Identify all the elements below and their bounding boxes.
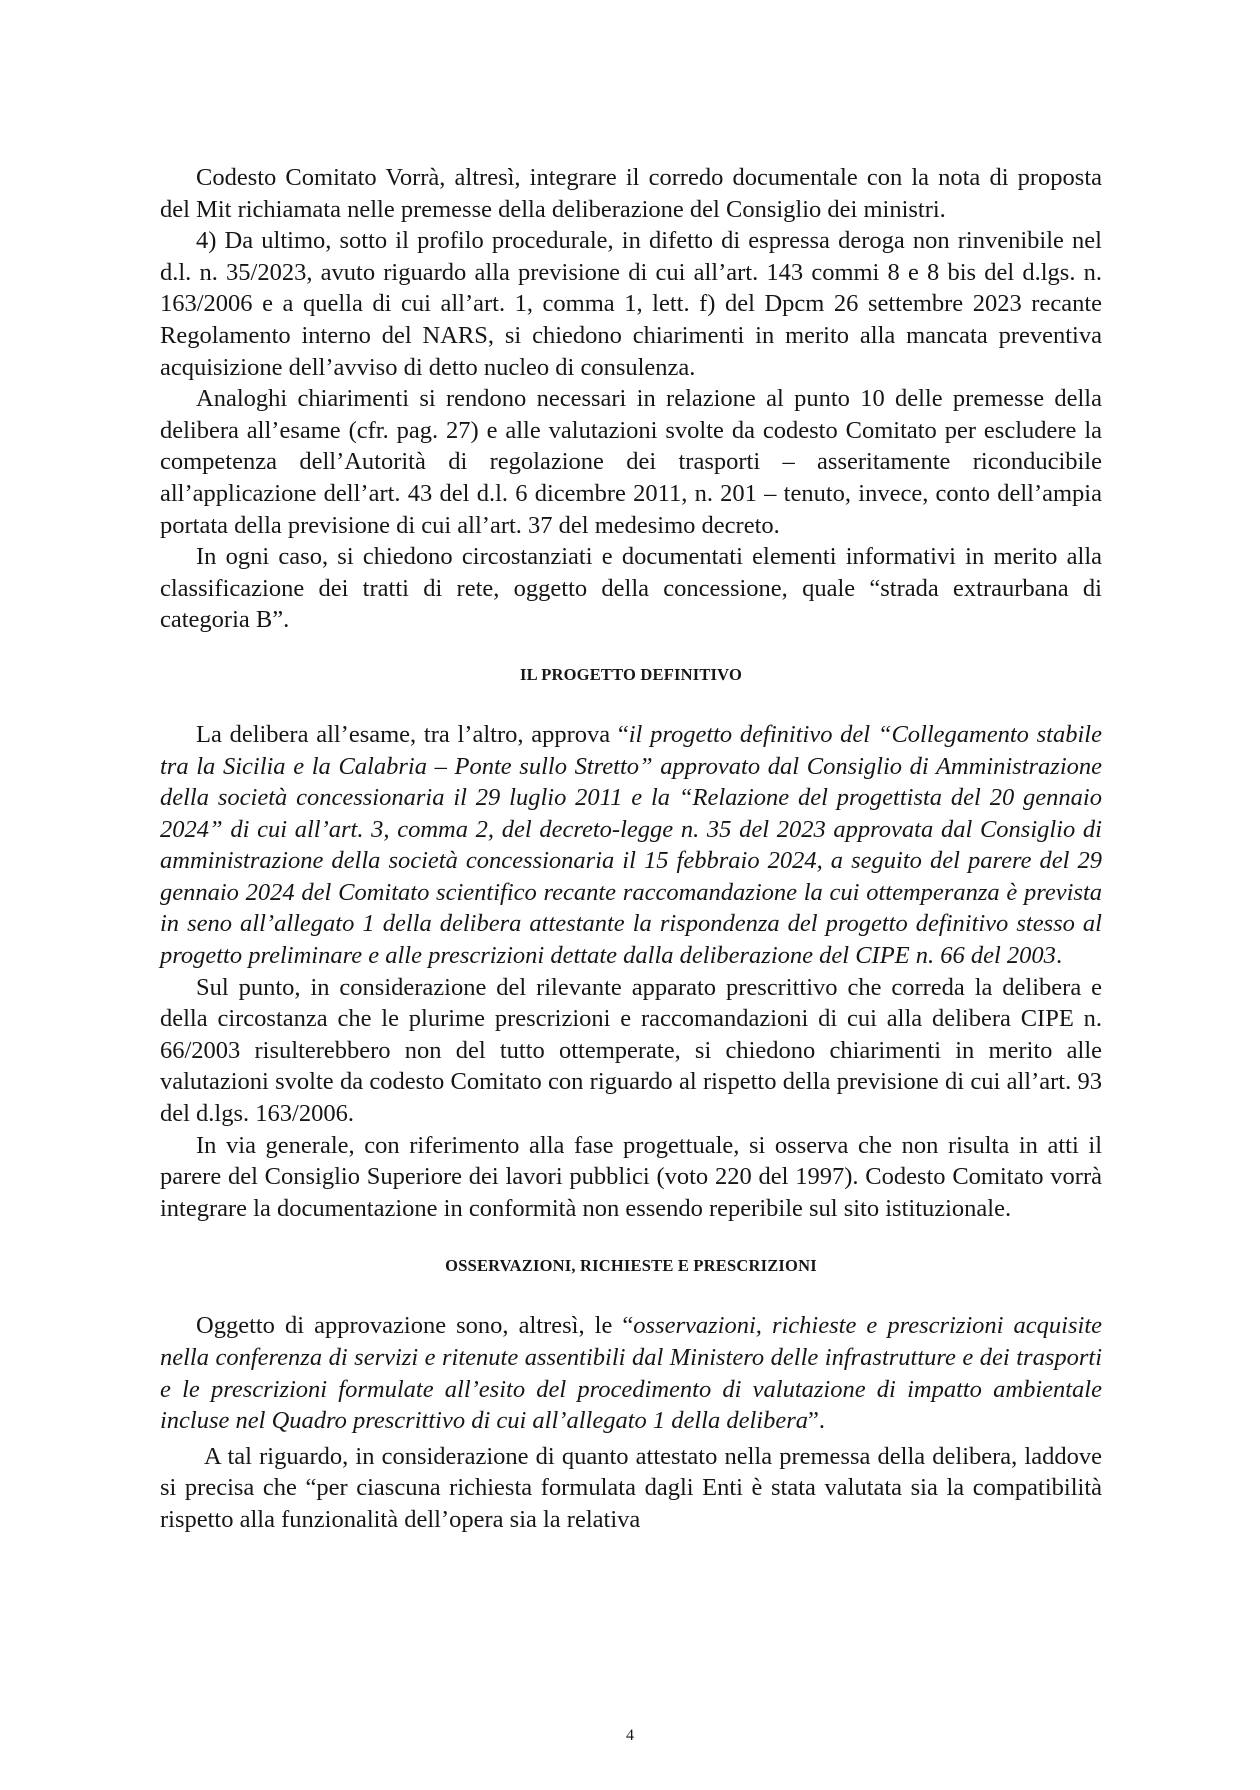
quote-tail: . (1055, 942, 1063, 970)
quote-tail: ”. (808, 1407, 826, 1435)
section-heading-osservazioni: OSSERVAZIONI, RICHIESTE E PRESCRIZIONI (445, 1256, 817, 1276)
page-number: 4 (626, 1727, 634, 1744)
paragraph-delibera-approva (160, 719, 1102, 972)
paragraph-tal-riguardo: A tal riguardo, in considerazione di quanto attestato nella premessa della delibera, laddove si precisa che “per ciascuna richiesta formulata dagli Enti è stata valutata sia la compatibilità rispetto alla funzionalità dell’opera sia la relativa (160, 1442, 1102, 1533)
paragraph-oggetto-approvazione (160, 1310, 1102, 1436)
paragraph-fase-progettuale: In via generale, con riferimento alla fase progettuale, si osserva che non risulta in atti il parere del Consiglio Superiore dei lavori pubblici (voto 220 del 1997). Codesto Comitato vorrà integrare la documentazione in conformità non essendo reperibile sul sito istituzionale. (160, 1131, 1102, 1222)
quoted-text-progetto: il progetto definitivo del “Collegamento stabile tra la Sicilia e la Calabria – Ponte sullo Stretto” approvato dal Consiglio di Amministrazione della società concessionaria il 29 luglio 2011 e la “Relazione del progettista del 20 gennaio 2024” di cui all’art. 3, comma 2, del decreto-legge n. 35 del 2023 approvata dal Consiglio di amministrazione della società concessionaria il 15 febbraio 2024, a seguito del parere del 29 gennaio 2024 del Comitato scientifico recante raccomandazione la cui ottemperanza è prevista in seno all’allegato 1 della delibera attestante la rispondenza del progetto definitivo stesso al progetto preliminare e alle prescrizioni dettate dalla deliberazione del CIPE n. 66 del 2003 (160, 720, 1102, 970)
quoted-text-osservazioni: osservazioni, richieste e prescrizioni acquisite nella conferenza di servizi e ritenute assentibili dal Ministero delle infrastrutture e dei trasporti e le prescrizioni formulate all’esito del procedimento di valutazione di impatto ambientale incluse nel Quadro prescrittivo di cui all’allegato 1 della delibera (160, 1312, 1102, 1435)
section-heading-progetto-definitivo: IL PROGETTO DEFINITIVO (520, 664, 742, 684)
paragraph-classificazione-tratti: In ogni caso, si chiedono circostanziati e documentati elementi informativi in merito alla classificazione dei tratti di rete, oggetto della concessione, quale “strada extraurbana di categoria B”. (160, 543, 1102, 634)
quote-lead: Oggetto di approvazione sono, altresì, le “ (196, 1312, 634, 1340)
paragraph-apparato-prescrittivo: Sul punto, in considerazione del rilevante apparato prescrittivo che correda la delibera e della circostanza che le plurime prescrizioni e raccomandazioni di cui alla delibera CIPE n. 66/2003 risulterebbero non del tutto ottemperate, si chiedono chiarimenti in merito alle valutazioni svolte da codesto Comitato con riguardo al rispetto della previsione di cui all’art. 93 del d.lgs. 163/2006. (160, 973, 1102, 1128)
paragraph-analoghi-chiarimenti: Analoghi chiarimenti si rendono necessari in relazione al punto 10 delle premesse della delibera all’esame (cfr. pag. 27) e alle valutazioni svolte da codesto Comitato per escludere la competenza dell’Autorità di regolazione dei trasporti – asseritamente riconducibile all’applicazione dell’art. 43 del d.l. 6 dicembre 2011, n. 201 – tenuto, invece, conto dell’ampia portata della previsione di cui all’art. 37 del medesimo decreto. (160, 385, 1102, 539)
document-page (160, 162, 1102, 1536)
quote-lead: La delibera all’esame, tra l’altro, approva “ (196, 720, 629, 748)
paragraph-profilo-procedurale: 4) Da ultimo, sotto il profilo procedurale, in difetto di espressa deroga non rinvenibile nel d.l. n. 35/2023, avuto riguardo alla previsione di cui all’art. 143 commi 8 e 8 bis del d.lgs. n. 163/2006 e a quella di cui all’art. 1, comma 1, lett. f) del Dpcm 26 settembre 2023 recante Regolamento interno del NARS, si chiedono chiarimenti in merito alla mancata preventiva acquisizione dell’avviso di detto nucleo di consulenza. (160, 227, 1102, 381)
paragraph-corredo-documentale: Codesto Comitato Vorrà, altresì, integrare il corredo documentale con la nota di proposta del Mit richiamata nelle premesse della deliberazione del Consiglio dei ministri. (160, 164, 1102, 223)
